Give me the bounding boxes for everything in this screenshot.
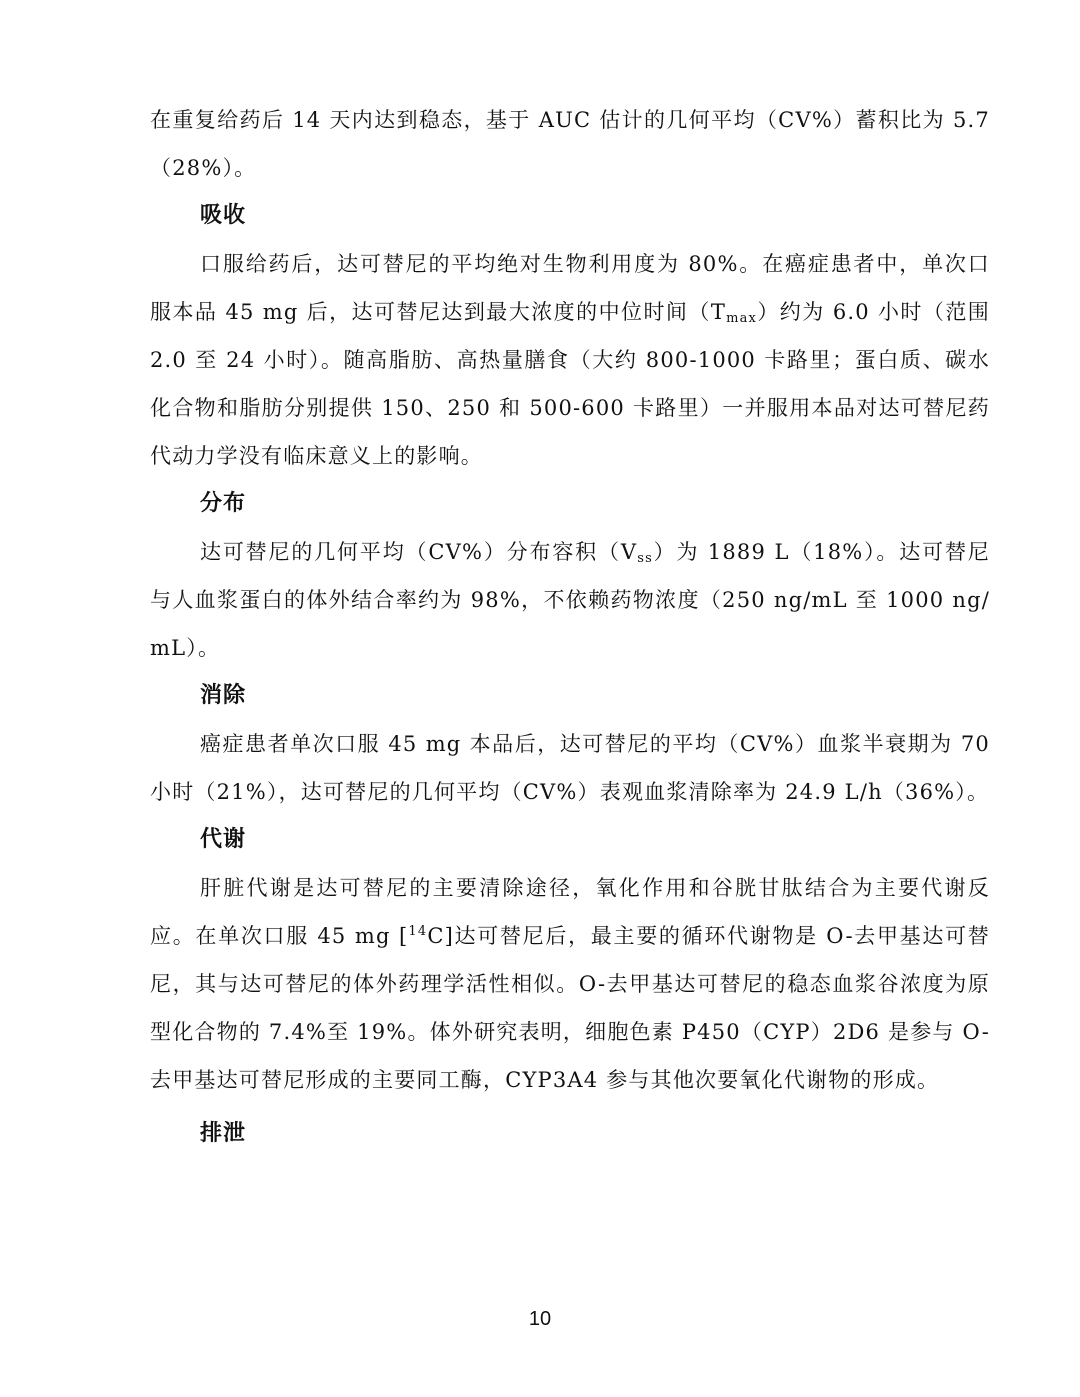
- absorption-heading: 吸收: [200, 203, 247, 228]
- distribution-paragraph: [150, 528, 990, 672]
- metabolism-paragraph: [150, 864, 990, 1104]
- metabolism-text-part2: C]达可替尼后，最主要的循环代谢物是 O-去甲基达可替尼，其与达可替尼的体外药理学活性相似。O-去甲基达可替尼的稳态血浆谷浓度为原型化合物的 7.4%至 19%。体外研究表明，细胞色素 P450（CYP）2D6 是参与 O-去甲基达可替尼形成的主要同工酶，CYP3A4 参与其他次要氧化代谢物的形成。: [150, 924, 991, 1092]
- metabolism-text-part1: 肝脏代谢是达可替尼的主要清除途径，氧化作用和谷胱甘肽结合为主要代谢反应。在单次口服 45 mg [: [150, 876, 990, 948]
- distribution-heading: 分布: [200, 491, 247, 516]
- elimination-paragraph: 癌症患者单次口服 45 mg 本品后，达可替尼的平均（CV%）血浆半衰期为 70 小时（21%），达可替尼的几何平均（CV%）表观血浆清除率为 24.9 L/h（36%）。: [150, 732, 990, 804]
- distribution-text-part2: ）为 1889 L（18%）。达可替尼与人血浆蛋白的体外结合率约为 98%，不依赖药物浓度（250 ng/mL 至 1000 ng/mL）。: [150, 540, 990, 660]
- continuation-paragraph: 在重复给药后 14 天内达到稳态，基于 AUC 估计的几何平均（CV%）蓄积比为 5.7（28%）。: [150, 108, 990, 180]
- elimination-heading: 消除: [200, 683, 247, 708]
- absorption-text-part1: 口服给药后，达可替尼的平均绝对生物利用度为 80%。在癌症患者中，单次口服本品 45 mg 后，达可替尼达到最大浓度的中位时间（T: [150, 252, 990, 324]
- page-content: [150, 96, 990, 1158]
- metabolism-heading: 代谢: [200, 827, 247, 852]
- absorption-paragraph: [150, 240, 990, 480]
- vss-subscript: ss: [637, 551, 653, 566]
- page-number: 10: [528, 1308, 552, 1330]
- absorption-text-part2: ）约为 6.0 小时（范围 2.0 至 24 小时）。随高脂肪、高热量膳食（大约 800-1000 卡路里；蛋白质、碳水化合物和脂肪分别提供 150、250 和 500-600 卡路里）一并服用本品对达可替尼药代动力学没有临床意义上的影响。: [150, 300, 990, 468]
- c14-superscript: 14: [408, 924, 428, 939]
- excretion-heading: 排泄: [200, 1121, 247, 1146]
- distribution-text-part1: 达可替尼的几何平均（CV%）分布容积（V: [200, 540, 638, 564]
- tmax-subscript: max: [726, 311, 758, 326]
